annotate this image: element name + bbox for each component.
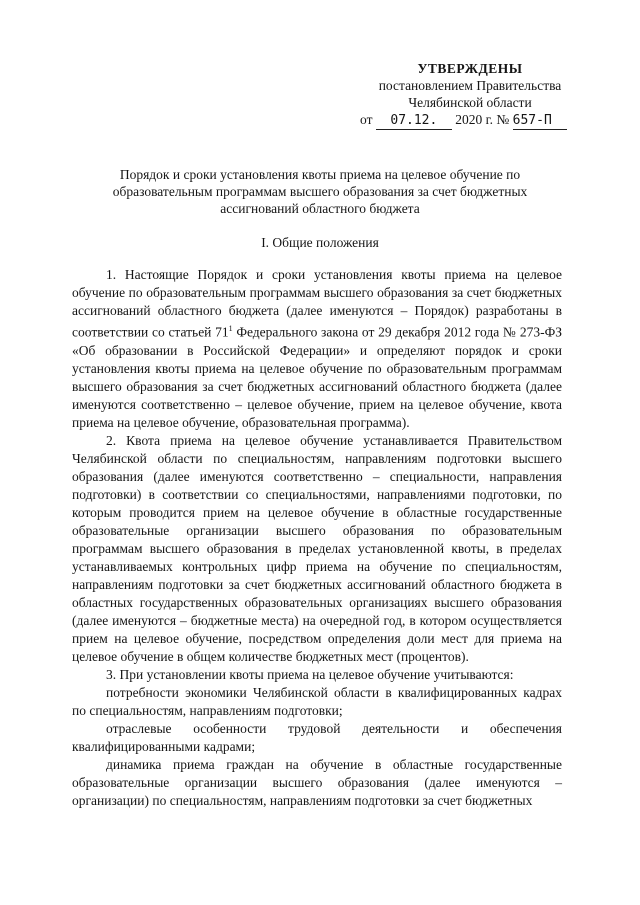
approval-region: Челябинской области [408, 95, 532, 110]
paragraph-3: 3. При установлении квоты приема на целевое обучение учитываются: [106, 666, 514, 682]
approval-date: 07.12. [376, 112, 452, 130]
paragraph-1 [72, 266, 562, 432]
approval-issuer: постановлением Правительства [378, 78, 562, 93]
paragraph-1-superscript: 1 [228, 324, 233, 333]
paragraph-5: отраслевые особенности трудовой деятельности и обеспечения квалифицированными кадрами; [72, 720, 562, 754]
approval-header: УТВЕРЖДЕНЫ [417, 61, 523, 76]
paragraph-1-text-b: Федерального закона от 29 декабря 2012 года № 273-ФЗ «Об образовании в Российской Федерации» и определяют порядок и сроки установления квоты приема на целевое обучение по образовательным программам высшего образования за счет бюджетных ассигнований областного бюджета (далее именуются соответственно – целевое обучение, прием на целевое обучение, квота приема на целевое обучение, образовательная программа). [72, 324, 562, 430]
section-heading: I. Общие положения [261, 235, 379, 250]
approval-stamp [360, 60, 580, 130]
paragraph-2: 2. Квота приема на целевое обучение устанавливается Правительством Челябинской области по специальностям, направлениям подготовки высшего образования (далее именуются соответственно – специальности, направления подготовки) в соответствии со специальностями, направлениями подготовки, по которым проводится прием на целевое обучение в областные государственные образовательные организации высшего образования по образовательным программам высшего образования в пределах установленной квоты, в пределах устанавливаемых контрольных цифр приема на обучение по специальностям, направлениям подготовки за счет бюджетных ассигнований областного бюджета в областных государственных образовательных организациях высшего образования (далее именуются – бюджетные места) на очередной год, в котором осуществляется прием на целевое обучение, посредством определения доли мест для приема на целевое обучение в общем количестве бюджетных мест (процентов). [72, 432, 562, 664]
approval-year: 2020 г. № [455, 112, 510, 127]
paragraph-4: потребности экономики Челябинской области в квалифицированных кадрах по специальностям, направлениям подготовки; [72, 684, 562, 718]
approval-number: 657-П [513, 112, 567, 130]
document-title [85, 166, 555, 217]
approval-date-line [360, 111, 580, 130]
title-line-3: ассигнований областного бюджета [220, 201, 420, 216]
paragraph-1-text-a: 1. Настоящие Порядок и сроки установления квоты приема на целевое обучение по образовательным программам высшего образования за счет бюджетных ассигнований областного бюджета (далее именуются – Порядок) разработаны в соответствии со статьей 71 [72, 267, 562, 340]
title-line-1: Порядок и сроки установления квоты приема на целевое обучение по [119, 167, 521, 182]
title-line-2: образовательным программам высшего образования за счет бюджетных [112, 184, 528, 199]
paragraph-6: динамика приема граждан на обучение в областные государственные образовательные организации высшего образования (далее именуются – организации) по специальностям, направлениям подготовки за счет бюджетных [72, 756, 562, 808]
document-body [72, 266, 562, 810]
approval-date-prefix: от [360, 112, 373, 127]
